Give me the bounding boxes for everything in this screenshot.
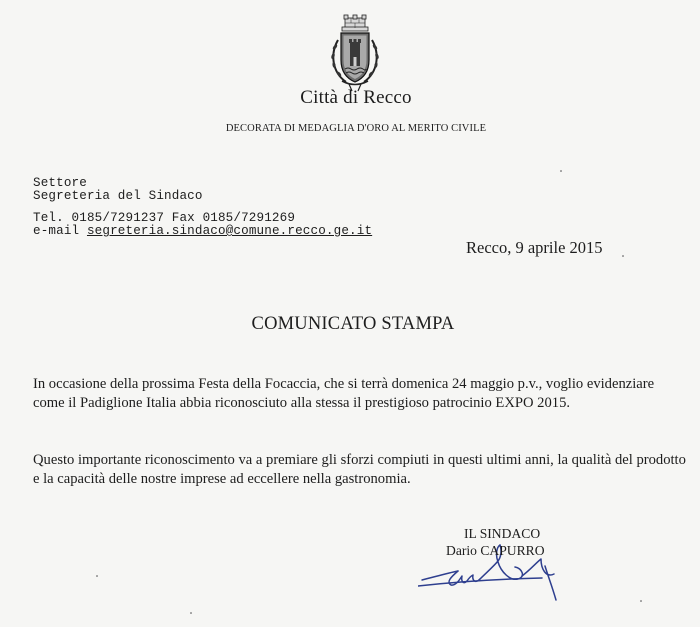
press-release-title: COMUNICATO STAMPA — [251, 314, 455, 334]
mayor-name: Dario CAPURRO — [446, 543, 545, 558]
handwritten-signature-icon — [418, 530, 578, 610]
city-subtitle: DECORATA DI MEDAGLIA D'ORO AL MERITO CIVILE — [225, 123, 487, 134]
mayor-title: IL SINDACO — [464, 526, 541, 541]
paper-speck — [96, 575, 98, 577]
paper-speck — [560, 170, 562, 172]
email-address-link[interactable]: segreteria.sindaco@comune.recco.ge.it — [86, 224, 373, 238]
body-paragraph-1: In occasione della prossima Festa della Focaccia, che si terrà domenica 24 maggio p.v., voglio evidenziare come il Padiglione Italia abbia riconosciuto alla stessa il prestigioso patrocinio EXPO 2015. — [33, 376, 655, 411]
paper-speck — [190, 612, 192, 614]
body-paragraph-2: Questo importante riconoscimento va a premiare gli sforzi compiuti in questi ultimi anni, la qualità del prodotto e la capacità delle nostre imprese ad eccellere nella gastronomia. — [33, 452, 686, 487]
municipal-coat-of-arms-icon — [324, 14, 386, 92]
city-name: Città di Recco — [300, 87, 412, 108]
sector-label: Settore — [33, 176, 87, 190]
sector-name: Segreteria del Sindaco — [33, 189, 203, 203]
email-prefix: e-mail — [33, 224, 80, 238]
email-line — [33, 225, 372, 238]
date-line: Recco, 9 aprile 2015 — [466, 238, 603, 257]
paper-speck — [640, 600, 642, 602]
paper-speck — [622, 255, 624, 257]
phone-fax-line: Tel. 0185/7291237 Fax 0185/7291269 — [33, 211, 296, 225]
